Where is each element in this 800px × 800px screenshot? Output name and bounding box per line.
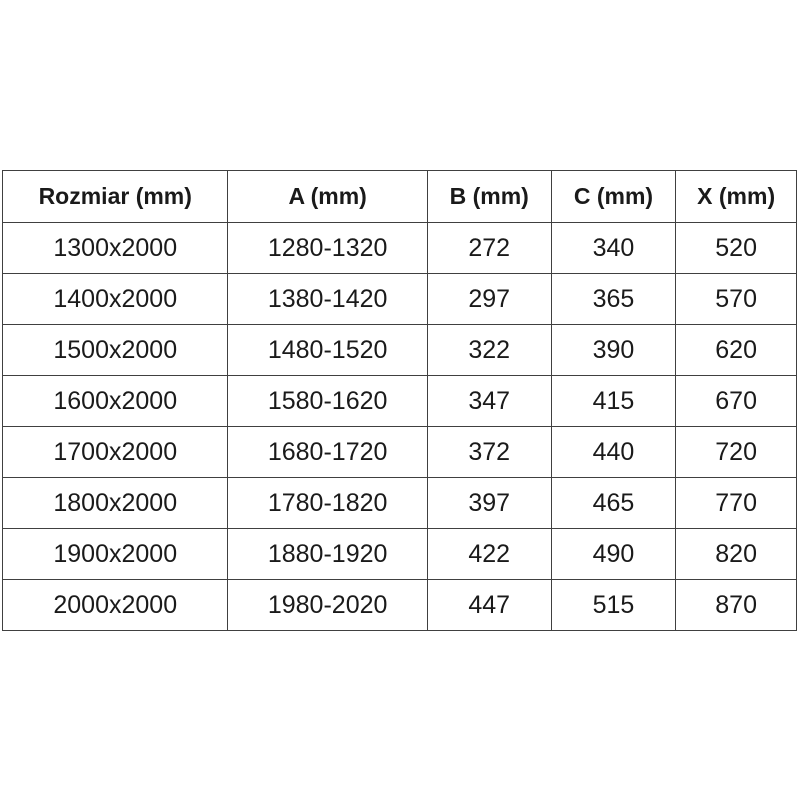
table-cell-a: 1480-1520	[228, 325, 427, 376]
table-cell-size: 1300x2000	[3, 223, 228, 274]
table-cell-size: 2000x2000	[3, 580, 228, 631]
column-header-x: X (mm)	[676, 171, 797, 223]
table-cell-b: 347	[427, 376, 551, 427]
table-cell-b: 447	[427, 580, 551, 631]
table-cell-x: 670	[676, 376, 797, 427]
table-cell-size: 1900x2000	[3, 529, 228, 580]
table-header-row	[3, 171, 797, 223]
table-row	[3, 223, 797, 274]
table-row	[3, 529, 797, 580]
table-cell-a: 1380-1420	[228, 274, 427, 325]
table-cell-x: 520	[676, 223, 797, 274]
table-cell-size: 1800x2000	[3, 478, 228, 529]
table-cell-b: 297	[427, 274, 551, 325]
column-header-c: C (mm)	[551, 171, 676, 223]
table-cell-x: 720	[676, 427, 797, 478]
table-row	[3, 325, 797, 376]
table-cell-b: 422	[427, 529, 551, 580]
table-cell-size: 1400x2000	[3, 274, 228, 325]
table-cell-a: 1780-1820	[228, 478, 427, 529]
column-header-b: B (mm)	[427, 171, 551, 223]
table-cell-c: 490	[551, 529, 676, 580]
table-cell-c: 440	[551, 427, 676, 478]
table-cell-c: 340	[551, 223, 676, 274]
table-cell-b: 322	[427, 325, 551, 376]
table-cell-c: 465	[551, 478, 676, 529]
table-cell-x: 570	[676, 274, 797, 325]
column-header-rozmiar: Rozmiar (mm)	[3, 171, 228, 223]
table-cell-b: 397	[427, 478, 551, 529]
table-row	[3, 427, 797, 478]
table-cell-x: 820	[676, 529, 797, 580]
table-cell-a: 1880-1920	[228, 529, 427, 580]
table-cell-b: 272	[427, 223, 551, 274]
table-cell-a: 1280-1320	[228, 223, 427, 274]
table-row	[3, 274, 797, 325]
table-row	[3, 478, 797, 529]
table-cell-c: 365	[551, 274, 676, 325]
table-cell-b: 372	[427, 427, 551, 478]
table-cell-x: 620	[676, 325, 797, 376]
table-cell-c: 415	[551, 376, 676, 427]
table-cell-size: 1700x2000	[3, 427, 228, 478]
table-cell-size: 1500x2000	[3, 325, 228, 376]
table-cell-a: 1680-1720	[228, 427, 427, 478]
table-cell-a: 1580-1620	[228, 376, 427, 427]
table-row	[3, 376, 797, 427]
column-header-a: A (mm)	[228, 171, 427, 223]
table-cell-size: 1600x2000	[3, 376, 228, 427]
dimensions-table	[2, 170, 797, 631]
table-cell-x: 770	[676, 478, 797, 529]
table-cell-c: 390	[551, 325, 676, 376]
table-cell-a: 1980-2020	[228, 580, 427, 631]
table-row	[3, 580, 797, 631]
table-cell-c: 515	[551, 580, 676, 631]
table-cell-x: 870	[676, 580, 797, 631]
